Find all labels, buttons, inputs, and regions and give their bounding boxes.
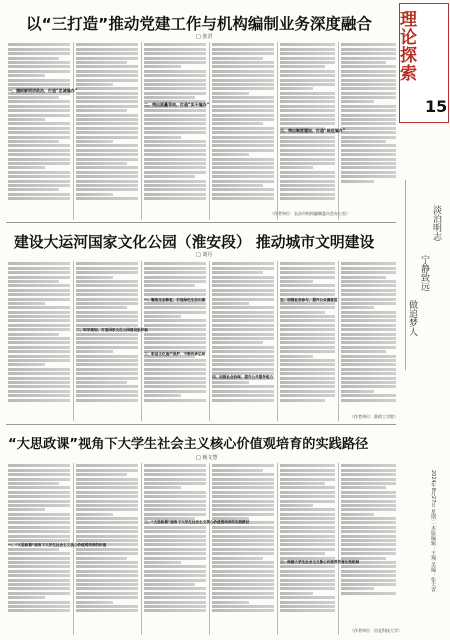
article1-col4 — [212, 42, 274, 220]
article3-col3 — [144, 463, 206, 635]
article3-subhead-3: 三、构建大学生社会主义核心价值观培育长效机制 — [280, 560, 360, 564]
article3-col6 — [341, 463, 396, 635]
article2-subhead-4: 四、加强社会协调，提升公共服务能力 — [212, 375, 274, 379]
article3-byline: □ 杨文慧 — [196, 455, 218, 461]
article1-subhead-1: 一、旗帜鲜明讲政治，打造“忠诚编办” — [8, 88, 78, 93]
page-footer: 2024年8月27日 星期二 本版编辑：王翔 美编：张大青 — [430, 470, 436, 593]
article2-subhead-5: 五、加强社会参与，提升公众满意度 — [280, 298, 338, 302]
article1-byline: □ 张君 — [196, 34, 213, 40]
article1-col3 — [144, 42, 206, 220]
article2-subhead-2: 二、科学规划，打造国家文化公园建设新样板 — [76, 328, 148, 332]
slogan-line-1: 淡泊明志 — [431, 205, 441, 241]
page-number: 15 — [425, 97, 448, 116]
article1-headline: 以“三打造”推动党建工作与机构编制业务深度融合 — [26, 15, 372, 33]
article2-subhead-3: 三、彰显文化遗产保护，不断传承弘扬 — [144, 352, 206, 356]
article3-col1 — [8, 463, 70, 635]
article2-col2 — [76, 261, 138, 421]
article3-author-note: （作者单位：河北科技大学） — [350, 628, 402, 633]
article3-subhead-1: 一、“大思政课”视角下大学生社会主义核心价值观培育的价值 — [8, 543, 107, 547]
article1-subhead-3: 三、突出制度建设，打造“规范编办” — [280, 128, 346, 133]
article2-col3 — [144, 261, 206, 421]
article2-col5 — [280, 261, 335, 421]
article2-byline: □ 刘月 — [196, 252, 213, 258]
article1-author-note: （作者单位：长沙市机构编制委员会办公室） — [270, 211, 350, 216]
article3-col5 — [280, 463, 335, 635]
article2-headline: 建设大运河国家文化公园（淮安段） 推动城市文明建设 — [14, 234, 375, 251]
slogan-line-3: 做追梦人 — [407, 300, 417, 336]
slogan-line-2: 宁静致远 — [419, 255, 429, 291]
article3-col4 — [212, 463, 274, 635]
article3-col2 — [76, 463, 138, 635]
article1-col2 — [76, 42, 138, 220]
article3-headline: “大思政课”视角下大学生社会主义核心价值观培育的实践路径 — [8, 437, 369, 452]
article2-subhead-1: 一、聚焦生态修复，打造绿色生态长廊 — [144, 298, 206, 302]
article1-subhead-2: 二、突出质量导向，打造“实干编办” — [144, 102, 210, 107]
article2-col4 — [212, 261, 274, 421]
article2-col1 — [8, 261, 70, 421]
article1-col6 — [341, 42, 396, 220]
article1-col1 — [8, 42, 70, 220]
section-title: 理论探索 — [396, 10, 416, 82]
article2-author-note: （作者单位：淮阴工学院） — [350, 414, 398, 419]
article2-col6 — [341, 261, 396, 421]
article3-subhead-2: 二、“大思政课”视角下大学生社会主义核心价值观培育的实践路径 — [144, 520, 250, 524]
